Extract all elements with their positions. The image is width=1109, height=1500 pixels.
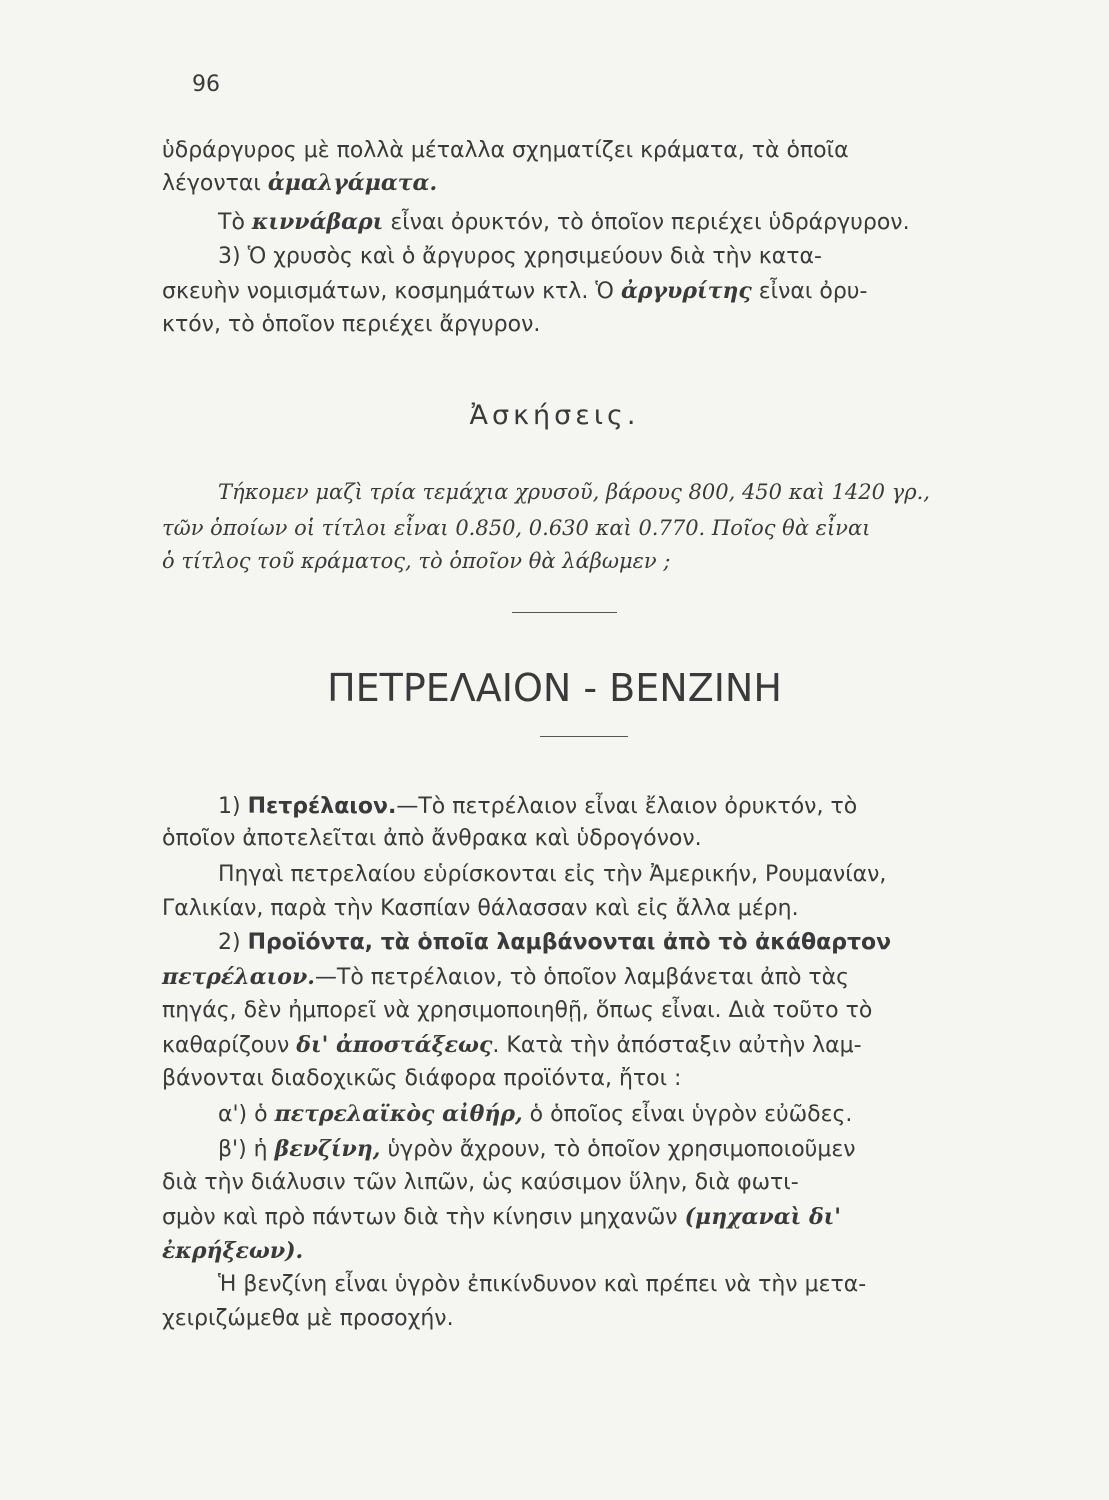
text-span: Τὸ: [218, 210, 252, 235]
term-petroleum-ether: πετρελαϊκὸς αἰθήρ,: [274, 1101, 523, 1127]
text-line: 3) Ὁ χρυσὸς καὶ ὁ ἄργυρος χρησιμεύουν διὰ τὴν κατα-: [218, 244, 822, 269]
text-span: σμὸν καὶ πρὸ πάντων διὰ τὴν κίνησιν μηχανῶν: [162, 1205, 685, 1230]
term-cinnabar: κιννάβαρι: [251, 209, 384, 235]
text-line: χειριζώμεθα μὲ προσοχήν.: [162, 1306, 454, 1331]
text-line: ὁποῖον ἀποτελεῖται ἀπὸ ἄνθρακα καὶ ὑδρογόνον.: [162, 826, 702, 851]
text-span: καθαρίζουν: [162, 1033, 297, 1058]
text-line: [162, 280, 867, 303]
text-span: 1): [218, 794, 248, 819]
term-engines: (μηχαναὶ δι': [684, 1204, 842, 1230]
text-span: —Τὸ πετρέλαιον, τὸ ὁποῖον λαμβάνεται ἀπὸ τὰς: [314, 965, 850, 990]
text-span: σκευὴν νομισμάτων, κοσμημάτων κτλ. Ὁ: [162, 279, 621, 304]
text-line: [218, 932, 891, 954]
exercise-line: τῶν ὁποίων οἱ τίτλοι εἶναι 0.850, 0.630 καὶ 0.770. Ποῖος θὰ εἶναι: [162, 516, 871, 540]
text-line: [218, 1103, 852, 1126]
exercises-heading: Ἀσκήσεις.: [469, 400, 640, 431]
subheading-products: Προϊόντα, τὰ ὁποῖα λαμβάνονται ἀπὸ τὸ ἀκάθαρτον: [247, 930, 892, 955]
text-line: διὰ τὴν διάλυσιν τῶν λιπῶν, ὡς καύσιμον ὕλην, διὰ φωτι-: [162, 1170, 799, 1195]
text-line: [218, 211, 910, 234]
term-amalgams: ἀμαλγάματα.: [267, 170, 438, 196]
text-line: πηγάς, δὲν ἠμπορεῖ νὰ χρησιμοποιηθῇ, ὅπως εἶναι. Διὰ τοῦτο τὸ: [162, 998, 873, 1023]
text-span: εἶναι ὀρυ-: [751, 279, 868, 304]
term-benzine: βενζίνη,: [274, 1136, 381, 1162]
page-number: 96: [192, 72, 220, 97]
text-span: —Τὸ πετρέλαιον εἶναι ἔλαιον ὀρυκτόν, τὸ: [396, 794, 858, 819]
text-span: ὁ ὁποῖος εἶναι ὑγρὸν εὐῶδες.: [522, 1102, 853, 1127]
text-span: λέγονται: [162, 171, 268, 196]
text-line: βάνονται διαδοχικῶς διάφορα προϊόντα, ἤτοι :: [162, 1066, 682, 1091]
text-line: [218, 796, 857, 818]
exercise-line: ὁ τίτλος τοῦ κράματος, τὸ ὁποῖον θὰ λάβωμεν ;: [162, 549, 671, 573]
text-span: εἶναι ὀρυκτόν, τὸ ὁποῖον περιέχει ὑδράργυρον.: [383, 210, 910, 235]
term-petroleum: Πετρέλαιον.: [247, 794, 397, 819]
term-distillation: δι' ἀποστάξεως: [296, 1032, 493, 1058]
text-line: [162, 966, 849, 989]
text-line: [162, 1034, 862, 1057]
section-title: ΠΕΤΡΕΛΑΙΟΝ - ΒΕΝΖΙΝΗ: [327, 666, 782, 710]
text-line: [162, 172, 437, 195]
term-argyrite: ἀργυρίτης: [620, 278, 752, 304]
divider-bottom: [540, 736, 628, 737]
text-line: ὑδράργυρος μὲ πολλὰ μέταλλα σχηματίζει κράματα, τὰ ὁποῖα: [162, 138, 849, 163]
text-span: ὑγρὸν ἄχρουν, τὸ ὁποῖον χρησιμοποιοῦμεν: [380, 1137, 856, 1162]
text-line: [162, 1206, 841, 1229]
text-line: κτόν, τὸ ὁποῖον περιέχει ἄργυρον.: [162, 312, 541, 337]
text-span: . Κατὰ τὴν ἀπόσταξιν αὐτὴν λαμ-: [492, 1033, 862, 1058]
text-line: Πηγαὶ πετρελαίου εὑρίσκονται εἰς τὴν Ἀμερικήν, Ρουμανίαν,: [218, 862, 887, 887]
exercise-line: Τήκομεν μαζὶ τρία τεμάχια χρυσοῦ, βάρους 800, 450 καὶ 1420 γρ.,: [218, 480, 930, 504]
text-line: Γαλικίαν, παρὰ τὴν Κασπίαν θάλασσαν καὶ εἰς ἄλλα μέρη.: [162, 896, 799, 921]
term-petroleum-italic: πετρέλαιον.: [162, 964, 315, 990]
divider-top: [512, 612, 617, 613]
text-line: ἐκρήξεων).: [162, 1238, 304, 1264]
text-line: Ἡ βενζίνη εἶναι ὑγρὸν ἐπικίνδυνον καὶ πρέπει νὰ τὴν μετα-: [218, 1272, 867, 1297]
text-span: 2): [218, 930, 248, 955]
text-span: β') ἡ: [218, 1137, 275, 1162]
text-span: α') ὁ: [218, 1102, 275, 1127]
text-line: [218, 1138, 856, 1161]
